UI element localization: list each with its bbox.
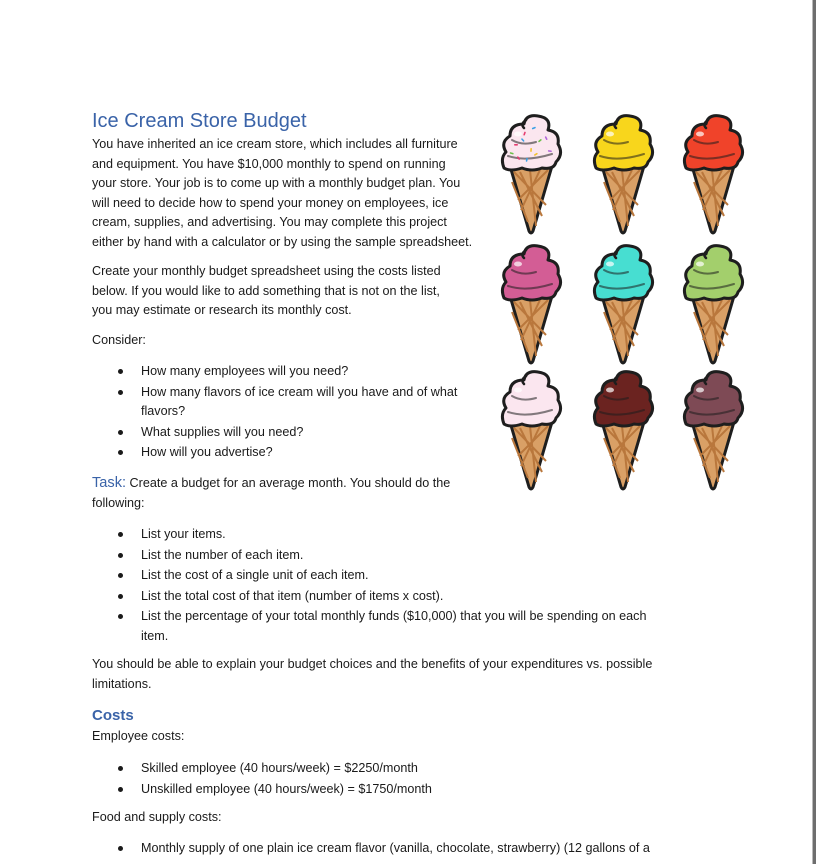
- ice-cream-cone-icon: [496, 366, 566, 491]
- ice-cream-cone-icon: [678, 366, 748, 491]
- food-label: [92, 808, 222, 828]
- list-item: How many employees will you need?: [92, 362, 512, 382]
- create-paragraph: [92, 262, 441, 321]
- task-paragraph: [92, 474, 450, 513]
- text-line: your store. Your job is to come up with a monthly budget plan. You: [92, 176, 461, 190]
- text-line: will need to decide how to spend your money on employees, ice: [92, 195, 449, 210]
- text-line: Food and supply costs:: [92, 810, 222, 824]
- list-item: List the cost of a single unit of each item.: [92, 566, 732, 586]
- ice-cream-cone-icon: [588, 240, 658, 365]
- ice-cream-illustration: [496, 110, 751, 488]
- list-item: How many flavors of ice cream will you have and of what: [92, 383, 512, 403]
- list-item: List the total cost of that item (number of items x cost).: [92, 587, 732, 607]
- list-item: What supplies will you need?: [92, 423, 512, 443]
- list-item: Monthly supply of one plain ice cream flavor (vanilla, chocolate, strawberry) (12 gallons of a: [92, 839, 732, 859]
- text-line: following:: [92, 495, 145, 510]
- ice-cream-cone-icon: [588, 110, 658, 235]
- explain-paragraph: [92, 655, 652, 694]
- list-item: List the number of each item.: [92, 546, 732, 566]
- ice-cream-cone-icon: [588, 366, 658, 491]
- list-item: List the percentage of your total monthly funds ($10,000) that you will be spending on each: [92, 607, 732, 627]
- text-line: cream, supplies, and advertising. You may complete this project: [92, 215, 447, 229]
- page-edge-shadow: [812, 0, 816, 864]
- ice-cream-cone-icon: [496, 110, 566, 235]
- employee-label: [92, 727, 184, 747]
- consider-label: [92, 331, 146, 351]
- text-line: and equipment. You have $10,000 monthly to spend on running: [92, 156, 446, 171]
- food-cost-list: [92, 839, 732, 860]
- ice-cream-cone-icon: [678, 240, 748, 365]
- sprinkle: [514, 144, 518, 146]
- list-item: How will you advertise?: [92, 443, 512, 463]
- text-line: below. If you would like to add something that is not on the list,: [92, 283, 440, 298]
- text-line: limitations.: [92, 676, 152, 691]
- list-item-continuation: item.: [141, 628, 169, 643]
- list-item: Unskilled employee (40 hours/week) = $1750/month: [92, 780, 592, 800]
- task-text: Create a budget for an average month. You should do the: [126, 476, 451, 490]
- text-line: either by hand with a calculator or by using the sample spreadsheet.: [92, 234, 473, 249]
- task-list: [92, 525, 732, 647]
- costs-heading: Costs: [92, 707, 134, 724]
- list-item-continuation: flavors?: [141, 404, 186, 418]
- task-heading: Task:: [92, 475, 127, 491]
- text-line: Employee costs:: [92, 729, 185, 743]
- ice-cream-cone-icon: [678, 110, 748, 235]
- text-line: Consider:: [92, 333, 146, 347]
- list-item: Skilled employee (40 hours/week) = $2250/month: [92, 759, 592, 779]
- consider-list: [92, 362, 512, 464]
- employee-cost-list: [92, 759, 592, 800]
- sprinkle: [530, 148, 532, 152]
- text-line: you may estimate or research its monthly cost.: [92, 303, 352, 317]
- ice-cream-cone-icon: [496, 240, 566, 365]
- list-item: List your items.: [92, 525, 732, 545]
- text-line: Create your monthly budget spreadsheet using the costs listed: [92, 264, 441, 278]
- page-title: Ice Cream Store Budget: [92, 110, 307, 132]
- text-line: You should be able to explain your budget choices and the benefits of your expenditures vs. possible: [92, 657, 653, 671]
- text-line: You have inherited an ice cream store, which includes all furniture: [92, 137, 458, 151]
- intro-paragraph: [92, 135, 472, 252]
- text-line: [92, 474, 450, 494]
